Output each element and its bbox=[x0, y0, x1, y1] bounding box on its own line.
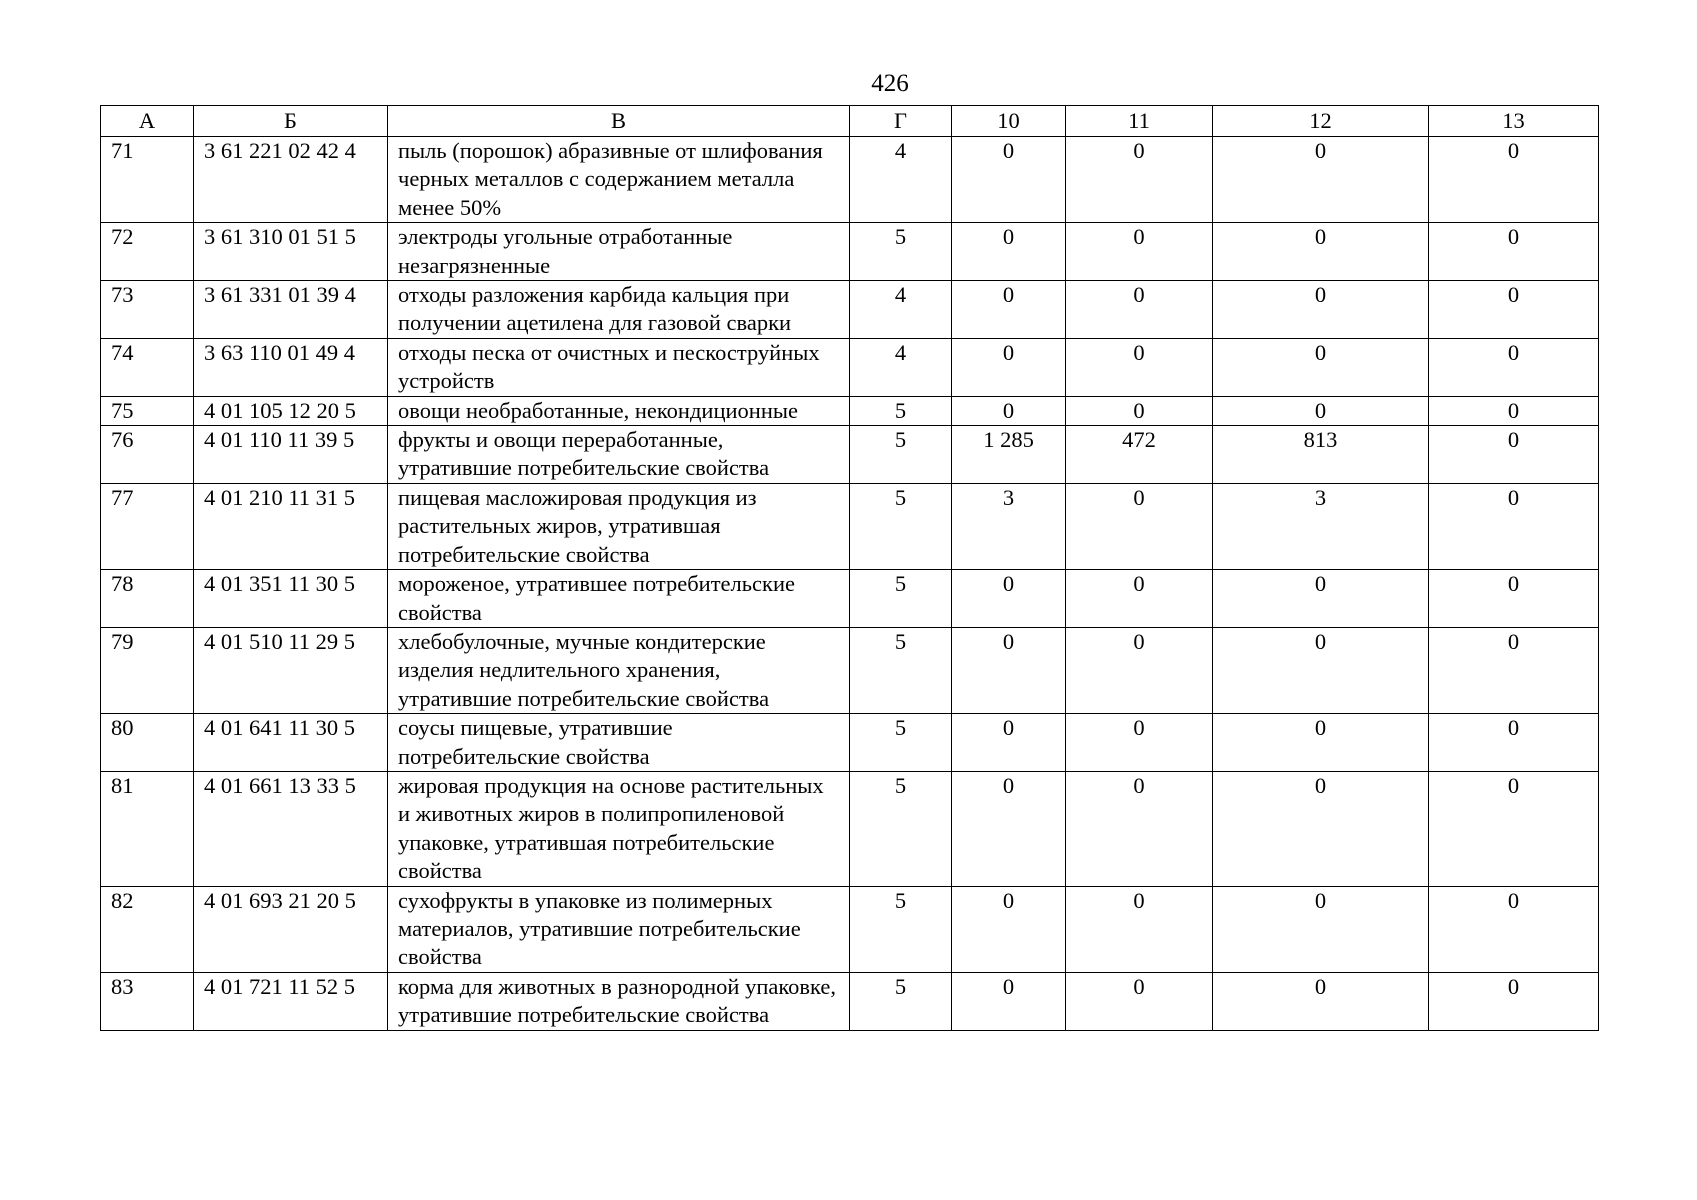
value-col-12: 0 bbox=[1213, 972, 1429, 1030]
value-col-10: 3 bbox=[952, 483, 1066, 569]
value-col-11: 0 bbox=[1066, 714, 1213, 772]
value-col-12: 3 bbox=[1213, 483, 1429, 569]
table-row bbox=[101, 426, 1599, 484]
table-row bbox=[101, 714, 1599, 772]
table-row bbox=[101, 137, 1599, 223]
waste-code: 3 61 310 01 51 5 bbox=[194, 223, 388, 281]
hazard-class: 4 bbox=[850, 281, 952, 339]
waste-code: 4 01 693 21 20 5 bbox=[194, 886, 388, 972]
value-col-11: 472 bbox=[1066, 426, 1213, 484]
header-cell-v: В bbox=[388, 106, 850, 137]
table-row bbox=[101, 570, 1599, 628]
value-col-11: 0 bbox=[1066, 570, 1213, 628]
waste-description: мороженое, утратившее потребительские свойства bbox=[388, 570, 850, 628]
value-col-11: 0 bbox=[1066, 771, 1213, 886]
hazard-class: 5 bbox=[850, 627, 952, 713]
waste-description: сухофрукты в упаковке из полимерных материалов, утратившие потребительские свойства bbox=[388, 886, 850, 972]
value-col-12: 0 bbox=[1213, 714, 1429, 772]
hazard-class: 5 bbox=[850, 223, 952, 281]
value-col-13: 0 bbox=[1429, 771, 1599, 886]
waste-code: 4 01 661 13 33 5 bbox=[194, 771, 388, 886]
value-col-10: 0 bbox=[952, 570, 1066, 628]
waste-description: овощи необработанные, некондиционные bbox=[388, 396, 850, 425]
table-row bbox=[101, 396, 1599, 425]
waste-code: 4 01 351 11 30 5 bbox=[194, 570, 388, 628]
value-col-10: 0 bbox=[952, 972, 1066, 1030]
header-cell-b: Б bbox=[194, 106, 388, 137]
row-number: 78 bbox=[101, 570, 194, 628]
hazard-class: 5 bbox=[850, 570, 952, 628]
value-col-13: 0 bbox=[1429, 426, 1599, 484]
row-number: 77 bbox=[101, 483, 194, 569]
row-number: 81 bbox=[101, 771, 194, 886]
row-number: 79 bbox=[101, 627, 194, 713]
value-col-11: 0 bbox=[1066, 338, 1213, 396]
table-row bbox=[101, 972, 1599, 1030]
value-col-12: 0 bbox=[1213, 627, 1429, 713]
row-number: 82 bbox=[101, 886, 194, 972]
value-col-11: 0 bbox=[1066, 396, 1213, 425]
row-number: 73 bbox=[101, 281, 194, 339]
row-number: 72 bbox=[101, 223, 194, 281]
value-col-13: 0 bbox=[1429, 483, 1599, 569]
header-cell-a: А bbox=[101, 106, 194, 137]
waste-code: 4 01 110 11 39 5 bbox=[194, 426, 388, 484]
value-col-12: 0 bbox=[1213, 771, 1429, 886]
value-col-13: 0 bbox=[1429, 570, 1599, 628]
value-col-13: 0 bbox=[1429, 281, 1599, 339]
waste-description: соусы пищевые, утратившие потребительские свойства bbox=[388, 714, 850, 772]
value-col-12: 813 bbox=[1213, 426, 1429, 484]
value-col-11: 0 bbox=[1066, 483, 1213, 569]
header-cell-13: 13 bbox=[1429, 106, 1599, 137]
value-col-13: 0 bbox=[1429, 714, 1599, 772]
value-col-13: 0 bbox=[1429, 137, 1599, 223]
value-col-10: 0 bbox=[952, 771, 1066, 886]
table-row bbox=[101, 281, 1599, 339]
value-col-11: 0 bbox=[1066, 972, 1213, 1030]
value-col-12: 0 bbox=[1213, 886, 1429, 972]
waste-code: 3 63 110 01 49 4 bbox=[194, 338, 388, 396]
waste-code: 4 01 510 11 29 5 bbox=[194, 627, 388, 713]
header-cell-g: Г bbox=[850, 106, 952, 137]
value-col-11: 0 bbox=[1066, 627, 1213, 713]
hazard-class: 5 bbox=[850, 886, 952, 972]
table-header-row bbox=[101, 106, 1599, 137]
value-col-12: 0 bbox=[1213, 338, 1429, 396]
value-col-13: 0 bbox=[1429, 972, 1599, 1030]
table-row bbox=[101, 223, 1599, 281]
table-row bbox=[101, 483, 1599, 569]
header-cell-10: 10 bbox=[952, 106, 1066, 137]
value-col-10: 0 bbox=[952, 396, 1066, 425]
value-col-12: 0 bbox=[1213, 137, 1429, 223]
hazard-class: 5 bbox=[850, 426, 952, 484]
waste-description: корма для животных в разнородной упаковке, утратившие потребительские свойства bbox=[388, 972, 850, 1030]
value-col-13: 0 bbox=[1429, 627, 1599, 713]
table-row bbox=[101, 627, 1599, 713]
waste-description: электроды угольные отработанные незагрязненные bbox=[388, 223, 850, 281]
waste-code: 4 01 210 11 31 5 bbox=[194, 483, 388, 569]
hazard-class: 5 bbox=[850, 396, 952, 425]
waste-code: 3 61 331 01 39 4 bbox=[194, 281, 388, 339]
value-col-10: 0 bbox=[952, 886, 1066, 972]
waste-code: 3 61 221 02 42 4 bbox=[194, 137, 388, 223]
hazard-class: 5 bbox=[850, 483, 952, 569]
hazard-class: 5 bbox=[850, 972, 952, 1030]
value-col-10: 0 bbox=[952, 627, 1066, 713]
table-row bbox=[101, 771, 1599, 886]
value-col-12: 0 bbox=[1213, 396, 1429, 425]
hazard-class: 4 bbox=[850, 137, 952, 223]
row-number: 83 bbox=[101, 972, 194, 1030]
hazard-class: 5 bbox=[850, 771, 952, 886]
value-col-11: 0 bbox=[1066, 137, 1213, 223]
value-col-13: 0 bbox=[1429, 223, 1599, 281]
value-col-10: 0 bbox=[952, 338, 1066, 396]
value-col-13: 0 bbox=[1429, 396, 1599, 425]
table-row bbox=[101, 338, 1599, 396]
waste-description: жировая продукция на основе растительных и животных жиров в полипропиленовой упаковке, утратившая потребительские свойства bbox=[388, 771, 850, 886]
value-col-10: 0 bbox=[952, 137, 1066, 223]
waste-description: пыль (порошок) абразивные от шлифования черных металлов с содержанием металла менее 50% bbox=[388, 137, 850, 223]
waste-code: 4 01 641 11 30 5 bbox=[194, 714, 388, 772]
value-col-10: 0 bbox=[952, 223, 1066, 281]
row-number: 80 bbox=[101, 714, 194, 772]
table-row bbox=[101, 886, 1599, 972]
value-col-13: 0 bbox=[1429, 886, 1599, 972]
value-col-11: 0 bbox=[1066, 281, 1213, 339]
waste-description: фрукты и овощи переработанные, утратившие потребительские свойства bbox=[388, 426, 850, 484]
value-col-13: 0 bbox=[1429, 338, 1599, 396]
value-col-11: 0 bbox=[1066, 886, 1213, 972]
value-col-12: 0 bbox=[1213, 223, 1429, 281]
waste-code: 4 01 721 11 52 5 bbox=[194, 972, 388, 1030]
waste-code: 4 01 105 12 20 5 bbox=[194, 396, 388, 425]
value-col-10: 0 bbox=[952, 281, 1066, 339]
waste-description: отходы разложения карбида кальция при получении ацетилена для газовой сварки bbox=[388, 281, 850, 339]
waste-table bbox=[100, 105, 1599, 1031]
value-col-12: 0 bbox=[1213, 570, 1429, 628]
hazard-class: 5 bbox=[850, 714, 952, 772]
row-number: 74 bbox=[101, 338, 194, 396]
waste-description: пищевая масложировая продукция из растительных жиров, утратившая потребительские свойства bbox=[388, 483, 850, 569]
row-number: 76 bbox=[101, 426, 194, 484]
row-number: 71 bbox=[101, 137, 194, 223]
hazard-class: 4 bbox=[850, 338, 952, 396]
value-col-10: 0 bbox=[952, 714, 1066, 772]
page-number: 426 bbox=[871, 70, 909, 97]
waste-description: отходы песка от очистных и пескоструйных устройств bbox=[388, 338, 850, 396]
waste-description: хлебобулочные, мучные кондитерские изделия недлительного хранения, утратившие потребительские свойства bbox=[388, 627, 850, 713]
value-col-10: 1 285 bbox=[952, 426, 1066, 484]
header-cell-11: 11 bbox=[1066, 106, 1213, 137]
row-number: 75 bbox=[101, 396, 194, 425]
value-col-12: 0 bbox=[1213, 281, 1429, 339]
value-col-11: 0 bbox=[1066, 223, 1213, 281]
header-cell-12: 12 bbox=[1213, 106, 1429, 137]
